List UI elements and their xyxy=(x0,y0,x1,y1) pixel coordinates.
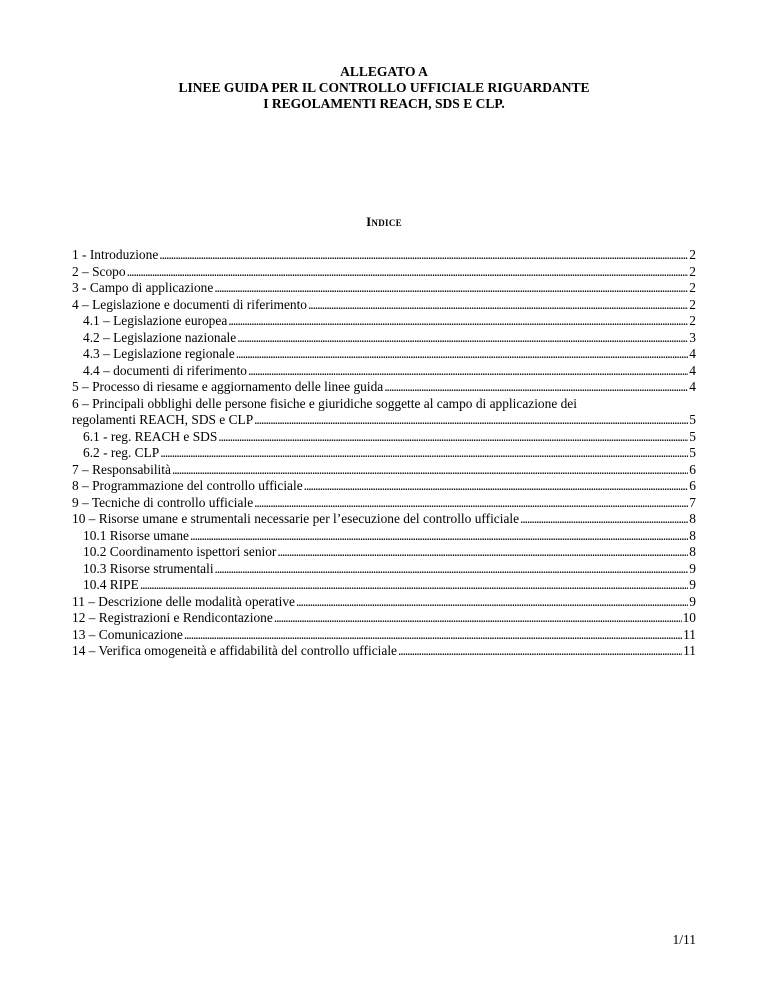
toc-entry-10-4[interactable] xyxy=(72,577,696,594)
toc-entry-text: 7 – Responsabilità xyxy=(72,461,171,477)
toc-entry-page: 8 xyxy=(689,511,696,526)
toc-entry-page: 4 xyxy=(689,362,696,378)
toc-entry-4[interactable] xyxy=(72,297,696,314)
toc-entry-text: 4.2 – Legislazione nazionale xyxy=(83,329,237,345)
toc-entry-text: 3 - Campo di applicazione xyxy=(72,280,214,295)
toc-entry-text: 1 - Introduzione xyxy=(72,247,159,262)
toc-entry-page: 9 xyxy=(689,593,696,609)
toc-entry-10[interactable] xyxy=(72,511,696,528)
toc-entry-text: 10.1 Risorse umane xyxy=(83,527,189,543)
toc-entry-page: 11 xyxy=(683,626,696,642)
toc-entry-text: regolamenti REACH, SDS e CLP xyxy=(72,412,254,427)
toc-entry-4-2[interactable] xyxy=(72,330,696,347)
toc-entry-page: 6 xyxy=(689,461,696,477)
toc-entry-page: 5 xyxy=(689,412,696,427)
toc-entry-6-2[interactable] xyxy=(72,445,696,462)
toc-entry-page: 2 xyxy=(689,280,696,295)
toc-entry-10-1[interactable] xyxy=(72,528,696,545)
toc-entry-1[interactable] xyxy=(72,247,696,264)
toc-entry-page: 8 xyxy=(689,527,696,543)
toc-entry-5[interactable] xyxy=(72,379,696,396)
toc-entry-text: 6.1 - reg. REACH e SDS xyxy=(83,428,218,444)
toc-dot-leader xyxy=(127,264,689,281)
toc-entry-11[interactable] xyxy=(72,594,696,611)
toc-entry-text: 10.4 RIPE xyxy=(83,577,139,592)
header-line-2: LINEE GUIDA PER IL CONTROLLO UFFICIALE RIGUARDANTE xyxy=(178,80,590,95)
toc-entry-6-1[interactable] xyxy=(72,429,696,446)
toc-entry-4-1[interactable] xyxy=(72,313,696,330)
toc-dot-leader xyxy=(248,363,688,380)
toc-entry-text: 13 – Comunicazione xyxy=(72,626,183,642)
toc-entry-text: 10 – Risorse umane e strumentali necessarie per l’esecuzione del controllo ufficiale xyxy=(72,511,520,526)
page-number: 1/11 xyxy=(672,932,696,947)
toc-entry-page: 7 xyxy=(689,494,696,510)
toc-entry-text: 2 – Scopo xyxy=(72,263,126,279)
toc-entry-text: 9 – Tecniche di controllo ufficiale xyxy=(72,494,254,510)
toc-dot-leader xyxy=(520,511,688,528)
toc-entry-text: 6.2 - reg. CLP xyxy=(83,445,160,460)
toc-entry-page: 3 xyxy=(689,329,696,345)
toc-entry-6[interactable] xyxy=(72,396,696,413)
toc-entry-14[interactable] xyxy=(72,643,696,660)
toc-entry-4-4[interactable] xyxy=(72,363,696,380)
toc-entry-8[interactable] xyxy=(72,478,696,495)
toc-entry-7[interactable] xyxy=(72,462,696,479)
toc-dot-leader xyxy=(236,346,689,363)
toc-dot-leader xyxy=(296,594,688,611)
toc-entry-text: 4.1 – Legislazione europea xyxy=(83,313,228,328)
toc-dot-leader xyxy=(254,495,688,512)
toc-entry-page: 2 xyxy=(689,296,696,312)
toc-dot-leader xyxy=(159,247,688,264)
toc-dot-leader xyxy=(228,313,688,330)
toc-entry-text: 14 – Verifica omogeneità e affidabilità del controllo ufficiale xyxy=(72,643,397,658)
toc-dot-leader xyxy=(184,627,682,644)
toc-entry-page: 6 xyxy=(689,478,696,493)
toc-entry-page: 2 xyxy=(689,313,696,328)
header-line-1: ALLEGATO A xyxy=(340,64,428,79)
toc-entry-page: 9 xyxy=(689,560,696,576)
toc-entry-4-3[interactable] xyxy=(72,346,696,363)
toc-entry-text: 6 – Principali obblighi delle persone fisiche e giuridiche soggette al campo di applicazione dei xyxy=(72,395,577,411)
toc-entry-text: 11 – Descrizione delle modalità operative xyxy=(72,593,295,609)
toc-entry-page: 5 xyxy=(689,445,696,460)
toc-entry-3[interactable] xyxy=(72,280,696,297)
toc-dot-leader xyxy=(214,280,688,297)
toc-entry-2[interactable] xyxy=(72,264,696,281)
toc-entry-page: 2 xyxy=(689,263,696,279)
toc-entry-page: 2 xyxy=(689,247,696,262)
index-title: Indice xyxy=(366,214,402,229)
toc-dot-leader xyxy=(237,330,688,347)
toc-dot-leader xyxy=(160,445,688,462)
toc-entry-page: 10 xyxy=(682,610,696,625)
toc-dot-leader xyxy=(218,429,688,446)
toc-dot-leader xyxy=(190,528,688,545)
toc-entry-text: 5 – Processo di riesame e aggiornamento delle linee guida xyxy=(72,379,384,394)
toc-entry-text: 10.3 Risorse strumentali xyxy=(83,560,214,576)
toc-entry-9[interactable] xyxy=(72,495,696,512)
toc-entry-text: 10.2 Coordinamento ispettori senior xyxy=(83,544,277,559)
header-line-3: I REGOLAMENTI REACH, SDS E CLP. xyxy=(263,96,505,111)
toc-entry-page: 11 xyxy=(683,643,696,658)
toc-dot-leader xyxy=(254,412,688,429)
table-of-contents xyxy=(72,247,696,660)
toc-entry-text: 4.3 – Legislazione regionale xyxy=(83,346,235,361)
document-header xyxy=(0,64,768,112)
toc-entry-text: 12 – Registrazioni e Rendicontazione xyxy=(72,610,273,625)
toc-entry-text: 4.4 – documenti di riferimento xyxy=(83,362,247,378)
toc-dot-leader xyxy=(304,478,689,495)
toc-dot-leader xyxy=(277,544,688,561)
toc-dot-leader xyxy=(384,379,688,396)
toc-entry-13[interactable] xyxy=(72,627,696,644)
toc-entry-page: 9 xyxy=(689,577,696,592)
toc-dot-leader xyxy=(274,610,682,627)
toc-dot-leader xyxy=(140,577,688,594)
toc-entry-12[interactable] xyxy=(72,610,696,627)
toc-dot-leader xyxy=(172,462,688,479)
toc-entry-page: 8 xyxy=(689,544,696,559)
toc-entry-page: 4 xyxy=(689,346,696,361)
toc-entry-10-2[interactable] xyxy=(72,544,696,561)
toc-dot-leader xyxy=(308,297,688,314)
toc-entry-6-continued[interactable] xyxy=(72,412,696,429)
toc-entry-page: 4 xyxy=(689,379,696,394)
toc-entry-page: 5 xyxy=(689,428,696,444)
toc-entry-text: 4 – Legislazione e documenti di riferimento xyxy=(72,296,308,312)
toc-dot-leader xyxy=(398,643,682,660)
toc-entry-10-3[interactable] xyxy=(72,561,696,578)
toc-entry-text: 8 – Programmazione del controllo ufficiale xyxy=(72,478,303,493)
toc-dot-leader xyxy=(215,561,689,578)
